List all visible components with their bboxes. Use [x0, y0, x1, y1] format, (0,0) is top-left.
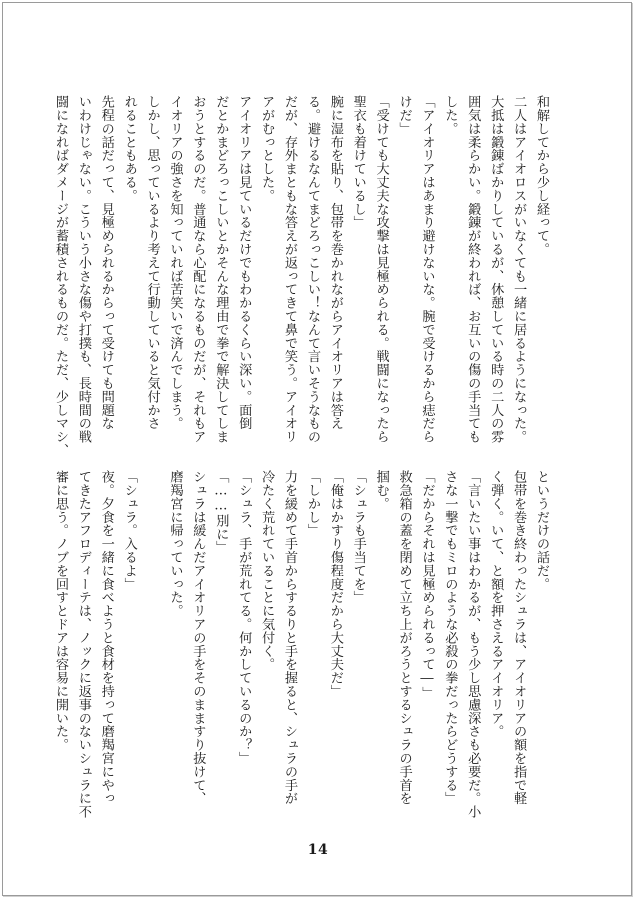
text-line: 力を緩めて手首からするりと手を握ると、シュラの手が	[282, 470, 298, 805]
text-line: だが、存外まともな答えが返ってきて鼻で笑う。アイオリ	[282, 95, 298, 444]
text-line: 先程の話だって、見極められるからって受けても問題な	[98, 95, 114, 430]
text-line: 腕に湿布を貼り、包帯を巻かれながらアイオリアは答え	[327, 95, 343, 430]
text-line: 夜。夕食を一緒に食べようと食材を持って磨羯宮にやっ	[98, 470, 114, 805]
text-line: く弾く。いて、と額を押さえるアイオリア。	[488, 470, 504, 738]
text-line: る。避けるなんてまどろっこしい！なんて言いそうなもの	[304, 95, 320, 444]
text-line: おうとするのだ。普通なら心配になるものだが、それもア	[190, 95, 206, 444]
text-line: 包帯を巻き終わったシュラは、アイオリアの額を指で軽	[511, 470, 527, 805]
text-line: 救急箱の蓋を閉めて立ち上がろうとするシュラの手首を	[396, 470, 412, 805]
text-line: 「シュラも手当てを」	[350, 470, 366, 604]
text-line: 「……別に」	[213, 470, 229, 554]
text-line: れることもある。	[121, 95, 137, 203]
text-line: 審に思う。ノブを回すとドアは容易に開いた。	[52, 470, 68, 752]
text-line: した。	[442, 95, 458, 136]
text-line: イオリアの強さを知っていれば苦笑いで済んでしまう。	[167, 95, 183, 430]
text-line: 「だからそれは見極められるって―」	[419, 470, 435, 700]
text-line: 聖衣も着けているし」	[350, 95, 366, 229]
text-line: 「しかし」	[304, 470, 320, 537]
text-line: けだ」	[396, 95, 412, 136]
text-line: 「アイオリアはあまり避けないな。腕で受けるから痣だら	[419, 95, 435, 444]
page-number: 14	[307, 842, 329, 858]
text-line: 掴む。	[373, 470, 389, 511]
text-line: だとかまどろっこしいとかそんな理由で拳で解決してしま	[213, 95, 229, 444]
text-line: 囲気は柔らかい。鍛錬が終われば、お互いの傷の手当ても	[465, 95, 481, 444]
text-line: というだけの話だ。	[534, 470, 549, 591]
body-text-bottom	[48, 470, 552, 830]
text-line	[145, 470, 160, 485]
text-line: アイオリアは見ているだけでもわかるくらい深い。面倒	[236, 95, 252, 430]
text-line: 二人はアイオロスがいなくても一緒に居るようになった。	[511, 95, 527, 444]
text-line: 和解してから少し経って。	[534, 95, 549, 256]
body-text-top	[48, 95, 552, 455]
text-line: いわけじゃない。こういう小さな傷や打撲も、長時間の戦	[75, 95, 91, 444]
text-line: 「シュラ、手が荒れてる。何かしているのか？」	[236, 470, 252, 765]
text-line: しかし、思っているより考えて行動していると気付かさ	[144, 95, 160, 430]
text-line: シュラは緩んだアイオリアの手をそのまますり抜けて、	[190, 470, 206, 805]
text-line: 闘になればダメージが蓄積されるものだ。ただ、少しマシ、	[52, 95, 68, 457]
text-line: さな一撃でもミロのような必殺の拳だったらどうする」	[442, 470, 458, 805]
text-line: 「言いたい事はわかるが、もう少し思慮深さも必要だ。小	[465, 470, 481, 819]
text-line: 大抵は鍛錬ばかりしているが、休憩している時の二人の雰	[488, 95, 504, 444]
text-line: 「受けても大丈夫な攻撃は見極められる。戦闘になったら	[373, 95, 389, 444]
text-line: 磨羯宮に帰っていった。	[167, 470, 183, 618]
text-line: 「俺はかすり傷程度だから大丈夫だ」	[327, 470, 343, 698]
text-line: 冷たく荒れていることに気付く。	[259, 470, 275, 671]
text-line: 「シュラ。入るよ」	[121, 470, 137, 591]
text-line: てきたアフロディーテは、ノックに返事のないシュラに不	[75, 470, 91, 819]
text-line: アがむっとした。	[259, 95, 275, 203]
